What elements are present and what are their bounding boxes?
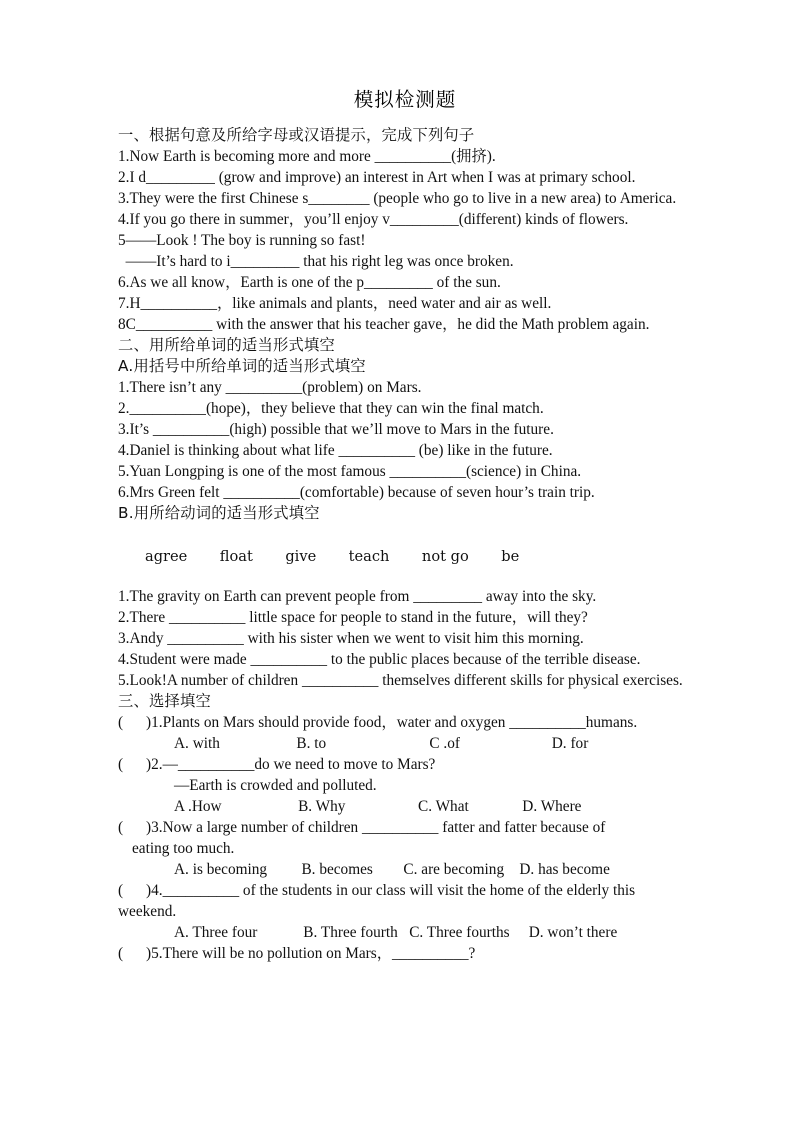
mc-question-stem: ( )3.Now a large number of children __________ fatter and fatter because of [118,819,606,837]
part-a-item: 4.Daniel is thinking about what life __________ (be) like in the future. [118,442,553,460]
section-one-item: 8C__________ with the answer that his teacher gave，he did the Math problem again. [118,316,650,334]
part-a-item: 2.__________(hope)，they believe that they can win the final match. [118,400,544,418]
section-one-item: 6.As we all know，Earth is one of the p_________ of the sun. [118,274,501,292]
page-title: 模拟检测题 [353,88,457,111]
section-two-part-b-heading: B.用所给动词的适当形式填空 [118,504,320,523]
section-three-heading: 三、选择填空 [118,692,211,711]
mc-question-options: A. is becoming B. becomes C. are becoming D. has become [174,861,610,879]
mc-question-stem: ( )4.__________ of the students in our class will visit the home of the elderly this [118,882,636,900]
mc-question-stem: ( )5.There will be no pollution on Mars，__________? [118,945,476,963]
part-a-item: 1.There isn’t any __________(problem) on Mars. [118,379,422,397]
mc-question-options: A. Three four B. Three fourth C. Three fourths D. won’t there [174,924,618,942]
mc-question-stem-extra: eating too much. [132,840,235,858]
mc-question-options: A. with B. to C .of D. for [174,735,589,753]
part-b-item: 3.Andy __________ with his sister when we went to visit him this morning. [118,630,584,648]
mc-question-stem-extra: —Earth is crowded and polluted. [174,777,377,795]
section-one-item: ——It’s hard to i_________ that his right leg was once broken. [118,253,514,271]
section-one-item: 7.H__________，like animals and plants，need water and air as well. [118,295,552,313]
word-bank-spacer-top [118,524,684,546]
mc-question-stem-extra: weekend. [118,903,177,921]
mc-question-stem: ( )2.—__________do we need to move to Mars? [118,756,436,774]
part-b-item: 2.There __________ little space for people to stand in the future，will they? [118,609,588,627]
document-content [118,88,684,964]
word-bank-spacer-bottom [118,567,684,586]
mc-question-stem: ( )1.Plants on Mars should provide food，water and oxygen __________humans. [118,714,638,732]
section-one-item: 4.If you go there in summer，you’ll enjoy v_________(different) kinds of flowers. [118,211,629,229]
part-b-item: 5.Look!A number of children __________ themselves different skills for physical exercises. [118,672,683,690]
word-bank: agree float give teach not go be [145,548,520,566]
section-one-item: 3.They were the first Chinese s________ (people who go to live in a new area) to America. [118,190,677,208]
part-b-item: 1.The gravity on Earth can prevent people from _________ away into the sky. [118,588,597,606]
section-one-heading: 一、根据句意及所给字母或汉语提示，完成下列句子 [118,126,475,145]
section-two-heading: 二、用所给单词的适当形式填空 [118,336,335,355]
section-one-item: 5——Look ! The boy is running so fast! [118,232,366,250]
section-two-part-a-heading: A.用括号中所给单词的适当形式填空 [118,357,366,376]
section-one-item: 1.Now Earth is becoming more and more __________(拥挤). [118,148,496,166]
part-a-item: 6.Mrs Green felt __________(comfortable) because of seven hour’s train trip. [118,484,595,502]
part-a-item: 5.Yuan Longping is one of the most famous __________(science) in China. [118,463,582,481]
part-a-item: 3.It’s __________(high) possible that we’ll move to Mars in the future. [118,421,554,439]
part-b-item: 4.Student were made __________ to the public places because of the terrible disease. [118,651,641,669]
mc-question-options: A .How B. Why C. What D. Where [174,798,582,816]
section-one-item: 2.I d_________ (grow and improve) an interest in Art when I was at primary school. [118,169,636,187]
